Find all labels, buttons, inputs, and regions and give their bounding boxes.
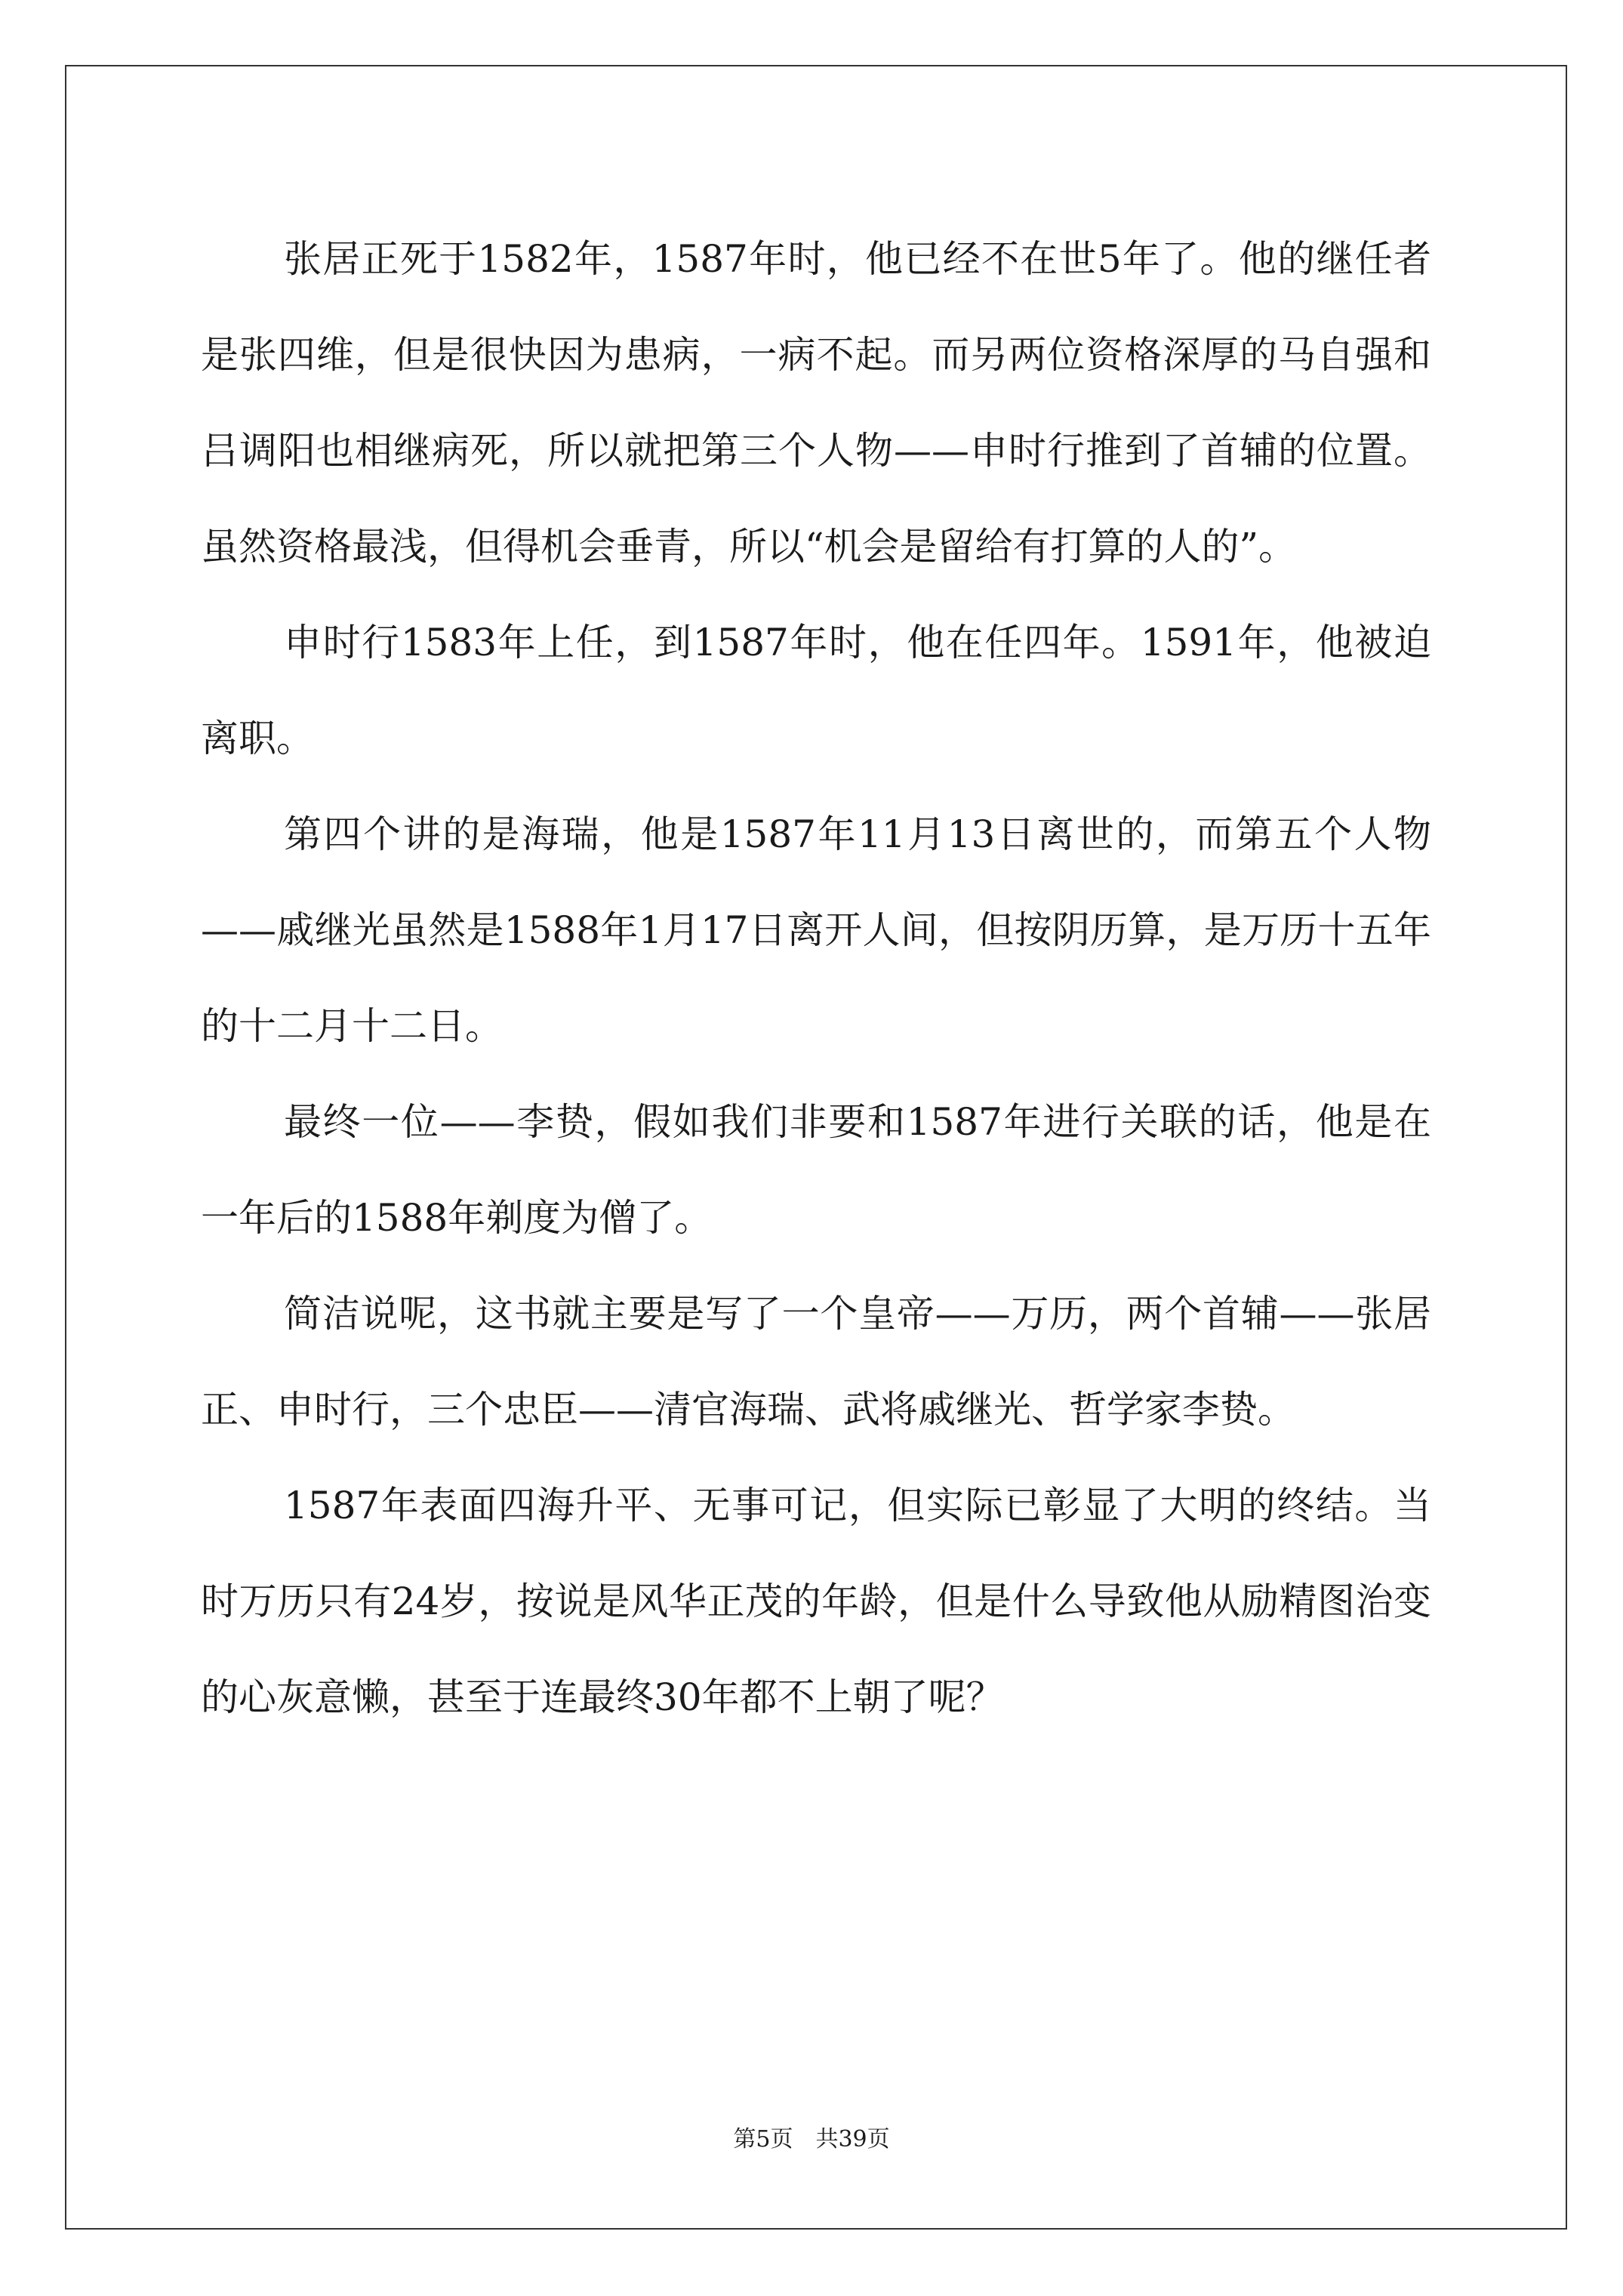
paragraph: 简洁说呢，这书就主要是写了一个皇帝——万历，两个首辅——张居正、申时行，三个忠臣——清官海瑞、武将戚继光、哲学家李贽。	[201, 1292, 1431, 1432]
paragraph: 1587年表面四海升平、无事可记，但实际已彰显了大明的终结。当时万历只有24岁，按说是风华正茂的年龄，但是什么导致他从励精图治变的心灰意懒，甚至于连最终30年都不上朝了呢？	[201, 1484, 1431, 1719]
paragraph: 最终一位——李贽，假如我们非要和1587年进行关联的话，他是在一年后的1588年剃度为僧了。	[201, 1100, 1431, 1240]
document-body	[201, 211, 1431, 1746]
paragraph: 申时行1583年上任，到1587年时，他在任四年。1591年，他被迫离职。	[201, 621, 1431, 760]
page-footer: 第5页 共39页	[733, 2126, 890, 2153]
paragraph: 第四个讲的是海瑞，他是1587年11月13日离世的，而第五个人物——戚继光虽然是1588年1月17日离开人间，但按阴历算，是万历十五年的十二月十二日。	[201, 812, 1431, 1048]
paragraph: 张居正死于1582年，1587年时，他已经不在世5年了。他的继任者是张四维，但是很快因为患病，一病不起。而另两位资格深厚的马自强和吕调阳也相继病死，所以就把第三个人物——申时行推到了首辅的位置。虽然资格最浅，但得机会垂青，所以“机会是留给有打算的人的”。	[201, 237, 1431, 569]
